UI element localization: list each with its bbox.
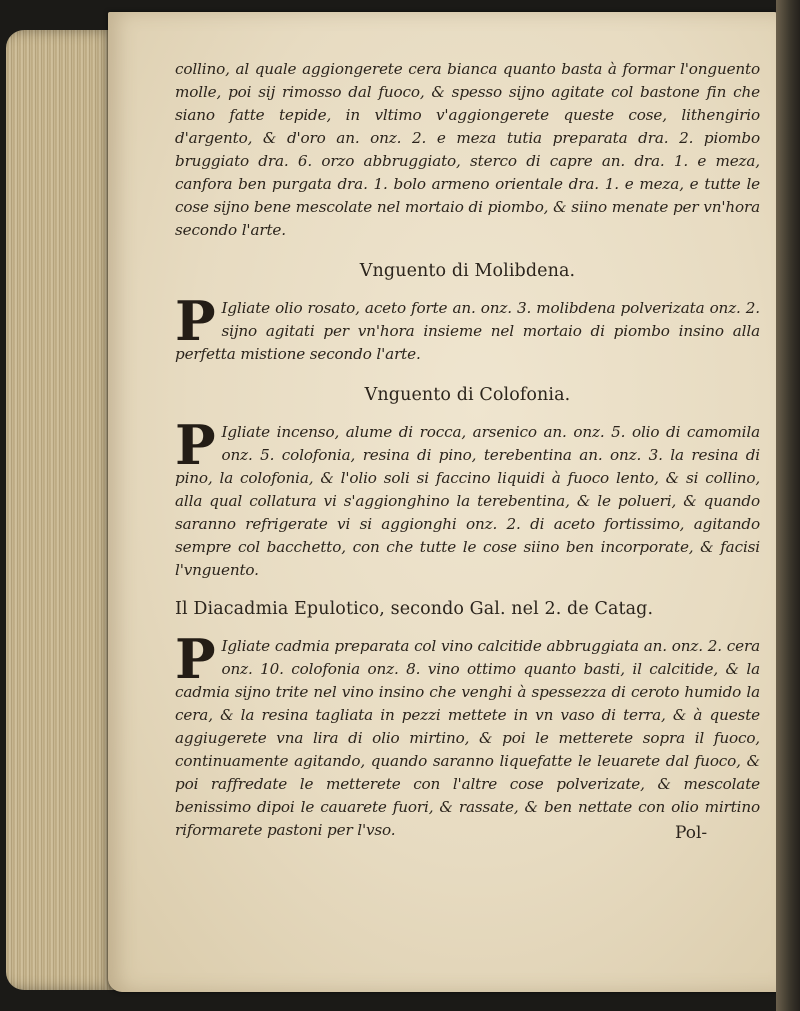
drop-cap: P bbox=[175, 627, 216, 691]
paragraph-continuation: collino, al quale aggiongerete cera bianca quanto basta à formar l'onguento molle, poi sij rimosso dal fuoco, & spesso sijno agitate col bastone fin che siano fatte tepide, in vltimo v'aggiongerete queste cose, lithengirio d'argento, & d'oro an. onz. 2. e meza tutia preparata dra. 2. piombo bruggiato dra. 6. orzo abbruggiato, sterco di capre an. dra. 1. e meza, canfora ben purgata dra. 1. bolo armeno orientale dra. 1. e meza, e tutte le cose sijno bene mescolate nel mortaio di piombo, & siino menate per vn'hora secondo l'arte. bbox=[175, 60, 760, 239]
paragraph-diacadmia bbox=[175, 627, 760, 842]
right-page-edge bbox=[776, 0, 800, 1011]
heading-colofonia: Vnguento di Colofonia. bbox=[364, 385, 571, 405]
paragraph-diacadmia-text: Igliate cadmia preparata col vino calcitide abbruggiata an. onz. 2. cera onz. 10. colofonia onz. 8. vino ottimo quanto basti, il calcitide, & la cadmia sijno trite nel vino insino che venghi à spessezza di ceroto humido la cera, & la resina tagliata in pezzi mettete in vn vaso di terra, & à queste aggiugerete vna lira di olio mirtino, & poi le metterete sopra il fuoco, continuamente agitando, quando saranno liquefatte le leuarete dal fuoco, & poi raffredate le metterete con l'altre cose polverizate, & mescolate benissimo dipoi le cauarete fuori, & rassate, & ben nettate con olio mirtino riformarete pastoni per l'vso. bbox=[175, 637, 760, 839]
catchword: Pol- bbox=[675, 823, 708, 843]
paragraph-molibdena-text: Igliate olio rosato, aceto forte an. onz. 3. molibdena polverizata onz. 2. sijno agitati per vn'hora insieme nel mortaio di piombo insino alla perfetta mistione secondo l'arte. bbox=[175, 299, 760, 363]
paragraph-colofonia-text: Igliate incenso, alume di rocca, arsenico an. onz. 5. olio di camomila onz. 5. colofonia, resina di pino, terebentina an. onz. 3. la resina di pino, la colofonia, & l'olio soli si faccino liquidi à fuoco lento, & si collino, alla qual collatura vi s'aggionghino la terebentina, & le polueri, & quando saranno refrigerate vi si aggionghi onz. 2. di aceto fortissimo, agitando sempre col bacchetto, con che tutte le cose siino ben incorporate, & facisi l'vnguento. bbox=[175, 423, 760, 579]
paragraph-colofonia bbox=[175, 413, 760, 582]
heading-diacadmia: Il Diacadmia Epulotico, secondo Gal. nel 2. de Catag. bbox=[175, 599, 654, 619]
drop-cap: P bbox=[175, 413, 216, 477]
heading-molibdena: Vnguento di Molibdena. bbox=[359, 261, 576, 281]
drop-cap: P bbox=[175, 289, 216, 353]
page-text bbox=[175, 58, 760, 842]
book-page-edges bbox=[6, 30, 116, 990]
paragraph-molibdena bbox=[175, 289, 760, 366]
